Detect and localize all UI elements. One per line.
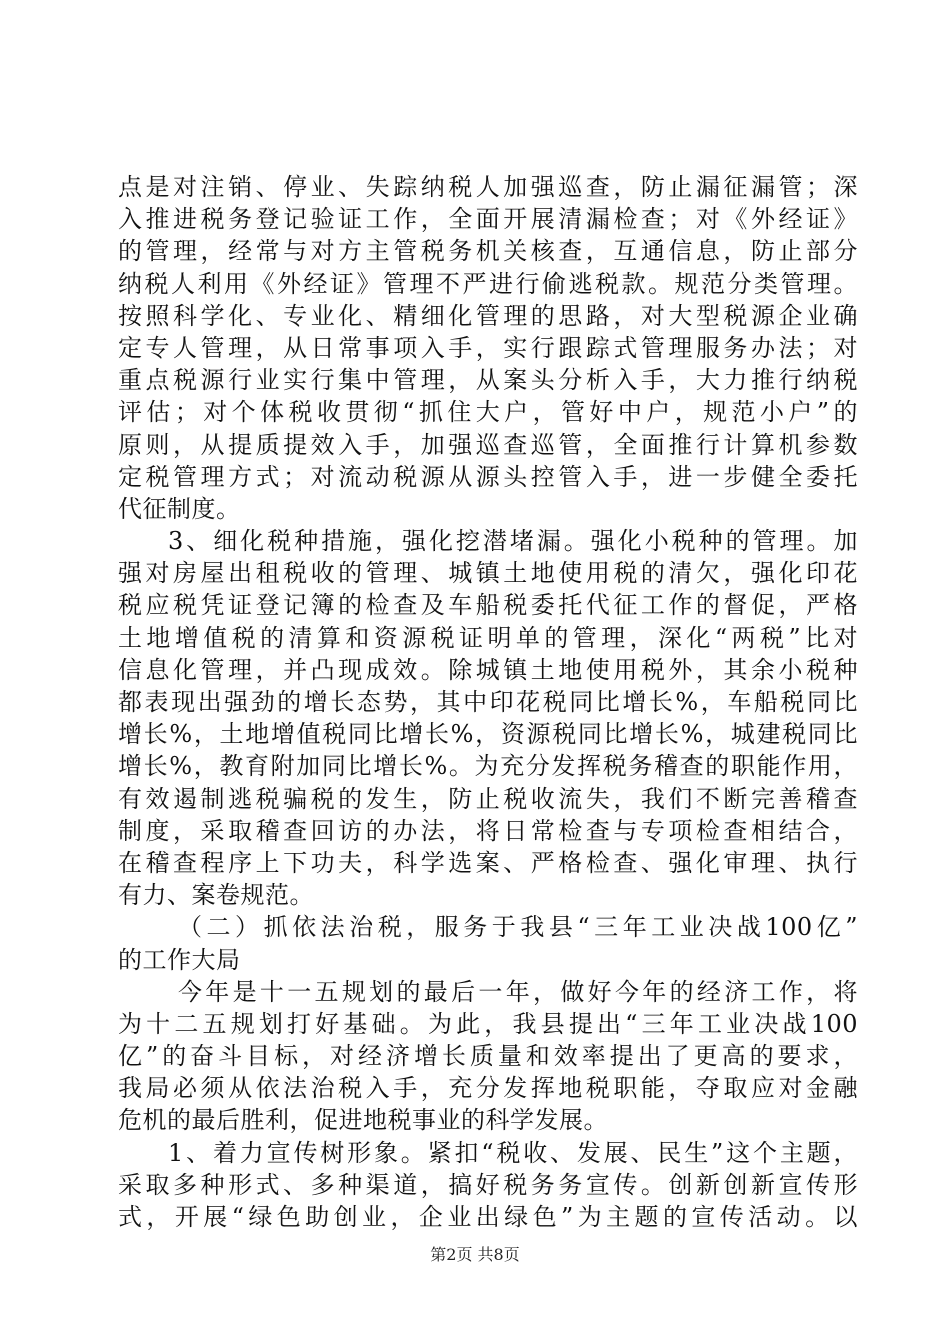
paragraph-first-line: 1、着力宣传树形象。紧扣“税收、发展、民生”这个主题，: [168, 1138, 858, 1167]
text-line: 的管理，经常与对方主管税务机关核查，互通信息，防止部分: [118, 237, 858, 266]
text-line: 重点税源行业实行集中管理，从案头分析入手，大力推行纳税: [118, 366, 858, 395]
text-line: 土地增值税的清算和资源税证明单的管理，深化“两税”比对: [118, 623, 858, 652]
section-heading-continued: 的工作大局: [118, 945, 241, 974]
document-body: [118, 171, 858, 1233]
text-line: 我局必须从依法治税入手，充分发挥地税职能，夺取应对金融: [118, 1074, 858, 1103]
text-line: 评估；对个体税收贯彻“抓住大户，管好中户，规范小户”的: [118, 398, 858, 427]
text-line: 税应税凭证登记簿的检查及车船税委托代征工作的督促，严格: [118, 591, 858, 620]
paragraph-first-line: 今年是十一五规划的最后一年，做好今年的经济工作，将: [178, 977, 858, 1006]
text-line: 原则，从提质提效入手，加强巡查巡管，全面推行计算机参数: [118, 430, 858, 459]
paragraph-first-line: 3、细化税种措施，强化挖潜堵漏。强化小税种的管理。加: [168, 527, 858, 556]
text-line: 强对房屋出租税收的管理、城镇土地使用税的清欠，强化印花: [118, 559, 858, 588]
text-line: 危机的最后胜利，促进地税事业的科学发展。: [118, 1106, 608, 1135]
text-line: 定税管理方式；对流动税源从源头控管入手，进一步健全委托: [118, 462, 858, 491]
text-line: 按照科学化、专业化、精细化管理的思路，对大型税源企业确: [118, 301, 858, 330]
text-line: 代征制度。: [118, 494, 241, 523]
text-line: 亿”的奋斗目标，对经济增长质量和效率提出了更高的要求，: [118, 1042, 858, 1071]
page-number-footer: 第2页 共8页: [430, 1245, 520, 1264]
text-line: 都表现出强劲的增长态势，其中印花税同比增长%，车船税同比: [118, 688, 858, 716]
text-line: 增长%，教育附加同比增长%。为充分发挥税务稽查的职能作用，: [118, 752, 858, 781]
text-line: 点是对注销、停业、失踪纳税人加强巡查，防止漏征漏管；深: [118, 173, 858, 201]
text-line: 增长%，土地增值税同比增长%，资源税同比增长%，城建税同比: [118, 720, 858, 749]
section-heading: （二）抓依法治税，服务于我县“三年工业决战100亿”: [178, 913, 858, 942]
text-line: 入推进税务登记验证工作，全面开展清漏检查；对《外经证》: [118, 205, 858, 234]
text-line: 信息化管理，并凸现成效。除城镇土地使用税外，其余小税种: [118, 655, 858, 684]
text-line: 纳税人利用《外经证》管理不严进行偷逃税款。规范分类管理。: [118, 269, 858, 298]
text-line: 有效遏制逃税骗税的发生，防止税收流失，我们不断完善稽查: [118, 784, 858, 813]
text-line: 式，开展“绿色助创业，企业出绿色”为主题的宣传活动。以: [118, 1203, 858, 1231]
text-line: 制度，采取稽查回访的办法，将日常检查与专项检查相结合，: [118, 816, 858, 845]
text-line: 在稽查程序上下功夫，科学选案、严格检查、强化审理、执行: [118, 848, 858, 877]
text-line: 采取多种形式、多种渠道，搞好税务务宣传。创新创新宣传形: [118, 1170, 858, 1199]
text-line: 定专人管理，从日常事项入手，实行跟踪式管理服务办法；对: [118, 333, 858, 362]
text-line: 有力、案卷规范。: [118, 881, 314, 910]
text-line: 为十二五规划打好基础。为此，我县提出“三年工业决战100: [118, 1009, 858, 1038]
